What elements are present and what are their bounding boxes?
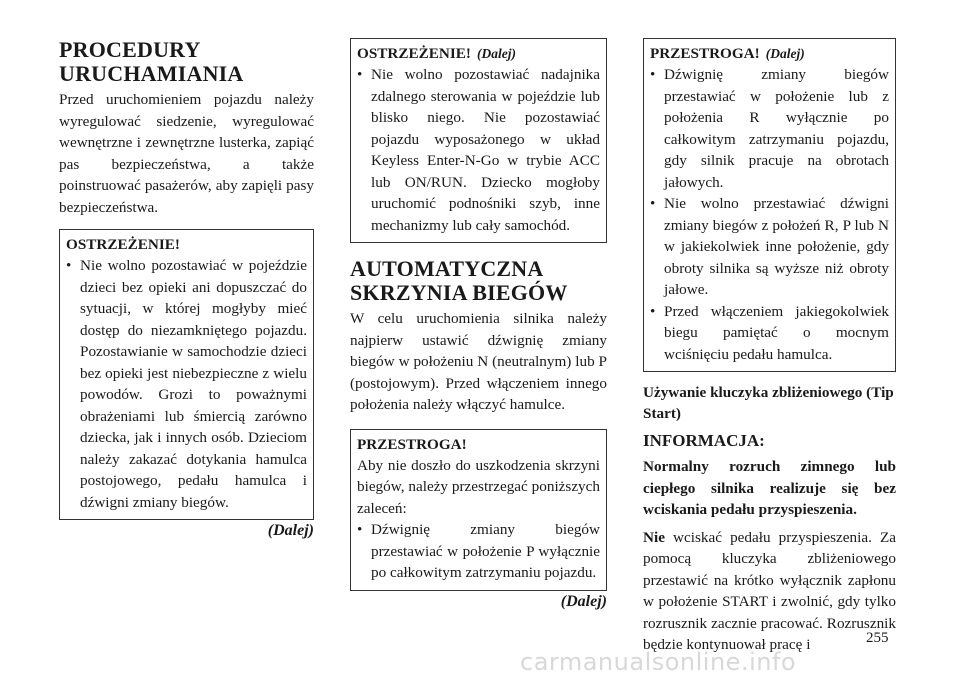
warning-list (66, 255, 307, 513)
warning-item: • Nie wolno pozostawiać nadajnika zdalnego sterowania w pojeździe lub blisko niego. Nie pozostawiać pojazdu wyposażonego w układ Keyless Enter-N-Go w trybie ACC lub ON/RUN. Dziecko mogłoby uruchomić podnośniki szyb, inne mechanizmy lub cały samochód. (357, 64, 600, 236)
warning-list (357, 64, 600, 236)
continued-label: (Dalej) (267, 522, 314, 539)
column-middle (350, 38, 607, 613)
caution-item: • Dźwignię zmiany biegów przestawiać w położenie P wyłącznie po całkowitym zatrzymaniu pojazdu. (357, 519, 600, 584)
subheading-tip-start: Używanie kluczyka zbliżeniowego (Tip Start) (643, 384, 894, 422)
warning-continued-label: (Dalej) (476, 46, 516, 61)
caution-list (357, 519, 600, 584)
warning-title-text: OSTRZEŻENIE! (357, 45, 471, 62)
section-heading-automatic-transmission: AUTOMATYCZNA SKRZYNIA BIEGÓW (350, 256, 568, 305)
watermark-text: carmanualsonline.info (520, 648, 797, 676)
start-instructions-paragraph (643, 527, 896, 656)
column-right (643, 38, 896, 656)
caution-item: • Dźwignię zmiany biegów przestawiać w położenie lub z położenia R wyłącznie po całkowitym zatrzymaniu pojazdu, gdy silnik pracuje na obrotach jałowych. (650, 64, 889, 193)
info-title: INFORMACJA: (643, 431, 765, 450)
caution-title-text: PRZESTROGA! (650, 45, 760, 62)
warning-item: • Nie wolno pozostawiać w pojeździe dzieci bez opieki ani dopuszczać do sytuacji, w której mogłyby mieć dostęp do niezamkniętego pojazdu. Pozostawianie w samochodzie dzieci bez opieki jest niebezpieczne z wielu powodów. Grozi to poważnymi obrażeniami lub śmiercią zarówno dziecka, jak i innych osób. Dzieciom należy zakazać dotykania hamulca postojowego, pedału hamulca i dźwigni zmiany biegów. (66, 255, 307, 513)
caution-continued-label: (Dalej) (765, 46, 805, 61)
warning-title: OSTRZEŻENIE! (66, 236, 180, 253)
caution-title: PRZESTROGA! (357, 435, 467, 453)
continued-label: (Dalej) (560, 592, 607, 610)
caution-text: Aby nie doszło do uszkodzenia skrzyni biegów, należy przestrzegać poniższych zaleceń: (357, 456, 600, 517)
caution-box (350, 429, 607, 591)
intro-paragraph: Przed uruchomieniem pojazdu należy wyregulować siedzenie, wyregulować wewnętrzne i zewnętrzne lusterka, zapiąć pas bezpieczeństwa, a także poinstruować pasażerów, aby zapięli pasy bezpieczeństwa. (59, 91, 314, 216)
section-heading-start-procedures: PROCEDURY URUCHAMIANIA (59, 37, 244, 86)
column-left (59, 38, 314, 542)
warning-title (357, 43, 600, 64)
info-bold-paragraph: Normalny rozruch zimnego lub ciepłego silnika realizuje się bez wciskania pedału przyspieszenia. (643, 458, 896, 518)
start-instructions-text: wciskać pedału przyspieszenia. Za pomocą kluczyka zbliżeniowego przestawić na krótko wyłącznik zapłonu w położenie START i zwolnić, gdy tylko rozrusznik zacznie pracować. Rozrusznik będzie kontynuował pracę i (643, 528, 896, 653)
caution-list (650, 64, 889, 365)
caution-item: • Przed włączeniem jakiegokolwiek biegu pamiętać o mocnym wciśnięciu pedału hamulca. (650, 301, 889, 366)
caution-title (650, 43, 889, 64)
page-number: 255 (866, 630, 889, 646)
transmission-intro-paragraph: W celu uruchomienia silnika należy najpierw ustawić dźwignię zmiany biegów w położeniu N (neutralnym) lub P (postojowym). Przed włączeniem innego położenia należy włączyć hamulce. (350, 310, 607, 413)
caution-box-continued (643, 38, 896, 372)
emphasis-lead: Nie (643, 528, 665, 546)
warning-box (59, 229, 314, 520)
warning-box-continued (350, 38, 607, 243)
caution-item: • Nie wolno przestawiać dźwigni zmiany biegów z położeń R, P lub N w jakiekolwiek inne położenie, gdy obroty silnika są wyższe niż obroty jałowe. (650, 193, 889, 301)
